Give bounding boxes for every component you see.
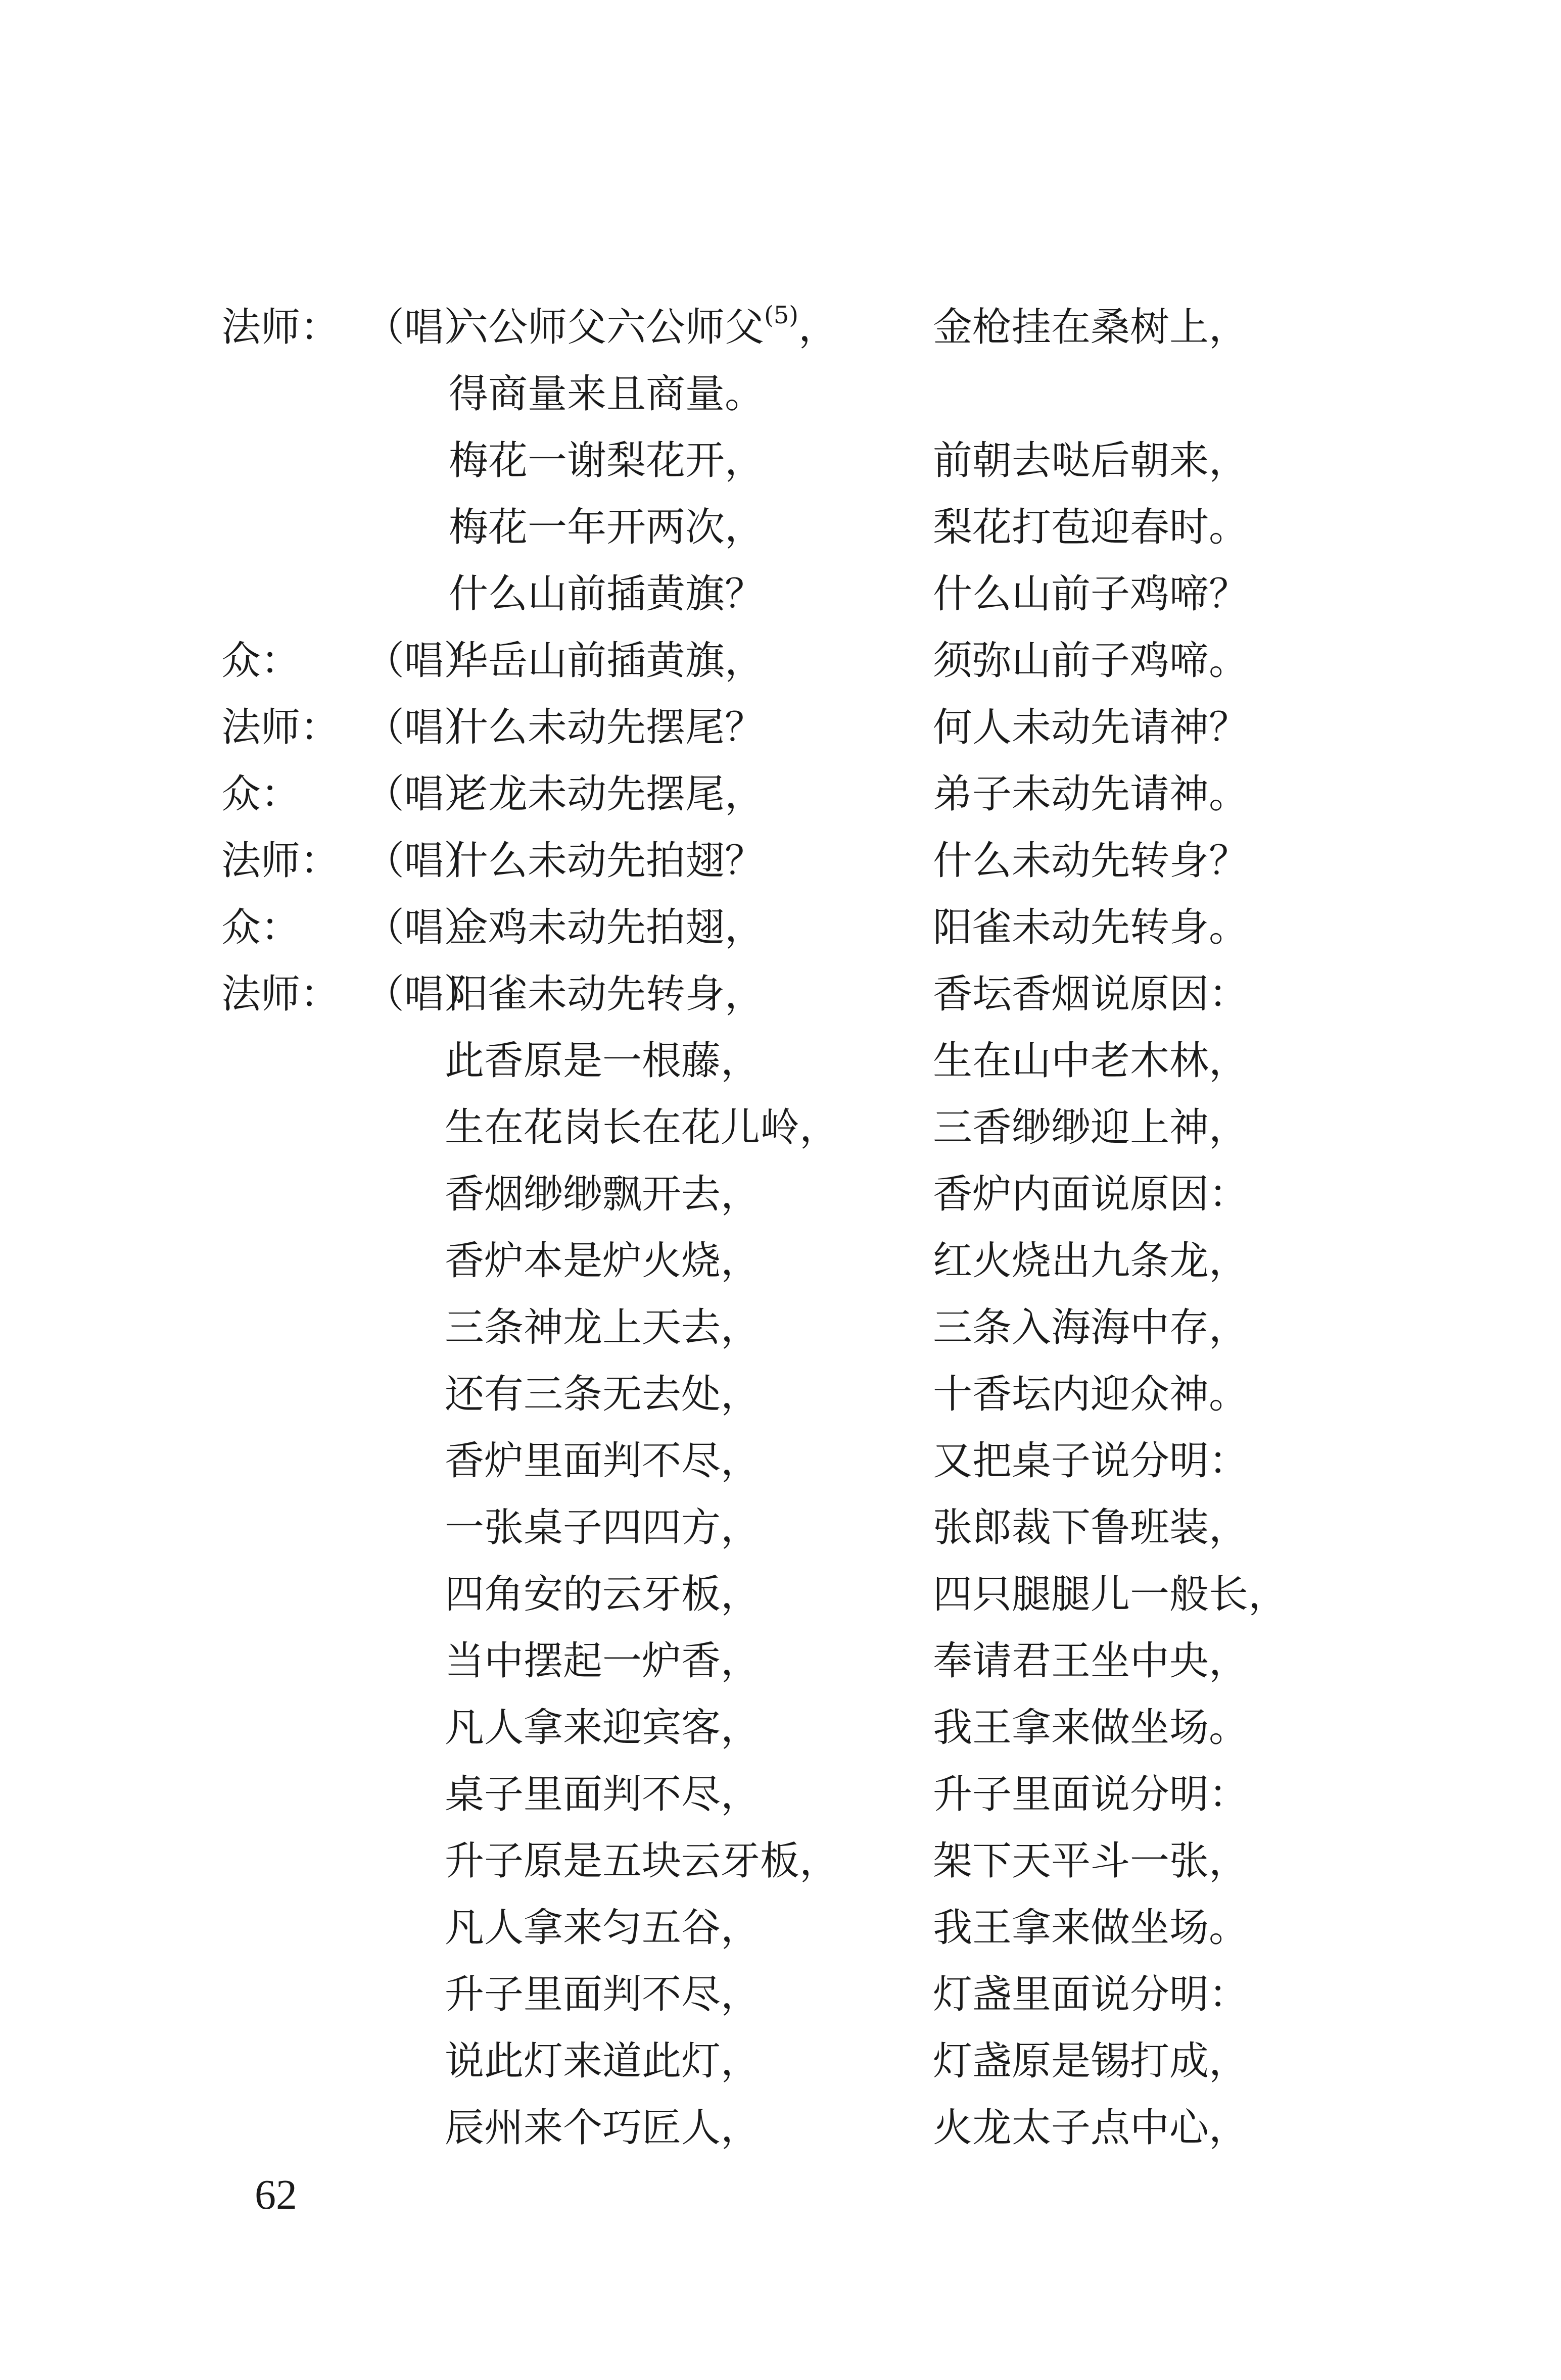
verse-left-punctuation: ， (798, 305, 838, 350)
footnote-marker: (5) (764, 301, 799, 329)
verse-right: 奉请君王坐中央， (933, 1638, 1249, 1684)
mode-label: （唱） (365, 705, 484, 750)
verse-left: 一张桌子四四方， (445, 1505, 761, 1550)
text-line (0, 561, 1561, 627)
text-line (0, 2028, 1561, 2095)
verse-right: 梨花打苞迎春时。 (933, 505, 1249, 550)
text-line (0, 2095, 1561, 2161)
text-line (0, 1161, 1561, 1228)
verse-right: 四只腿腿儿一般长， (933, 1572, 1288, 1617)
verse-left: 香炉里面判不尽， (445, 1438, 761, 1484)
verse-right: 什么未动先转身？ (933, 838, 1249, 884)
text-line (0, 828, 1561, 894)
text-line (0, 1895, 1561, 1961)
text-line (0, 627, 1561, 694)
verse-right: 我王拿来做坐场。 (933, 1905, 1249, 1951)
mode-label: （唱） (365, 905, 484, 950)
verse-left: 桌子里面判不尽， (445, 1772, 761, 1817)
verse-right: 三香缈缈迎上神， (933, 1105, 1249, 1150)
verse-left: 华岳山前插黄旗， (449, 638, 765, 684)
verse-left: 三条神龙上天去， (445, 1305, 761, 1350)
verse-left: 说此灯来道此灯， (445, 2038, 761, 2084)
verse-right: 火龙太子点中心， (933, 2105, 1249, 2151)
verse-right: 生在山中老木林， (933, 1038, 1249, 1084)
verse-right: 升子里面说分明： (933, 1772, 1249, 1817)
verse-left (449, 294, 838, 361)
verse-left: 升子原是五块云牙板， (445, 1838, 839, 1884)
text-line (0, 1761, 1561, 1828)
text-line (0, 694, 1561, 761)
verse-left: 什么未动先拍翅？ (449, 838, 765, 884)
verse-left: 香烟缈缈飘开去， (445, 1172, 761, 1217)
verse-left-text: 六公师父六公师父 (449, 305, 765, 350)
mode-label: （唱） (365, 305, 484, 350)
verse-left: 梅花一谢梨花开， (449, 438, 765, 483)
speaker-label: 众： (221, 771, 301, 817)
text-line (0, 894, 1561, 961)
verse-left: 香炉本是炉火烧， (445, 1238, 761, 1284)
speaker-label: 法师： (221, 305, 340, 350)
verse-right: 金枪挂在桑树上， (933, 305, 1249, 350)
text-line (0, 761, 1561, 828)
verse-right: 三条入海海中存， (933, 1305, 1249, 1350)
text-line (0, 1561, 1561, 1628)
verse-left: 此香原是一根藤， (445, 1038, 761, 1084)
mode-label: （唱） (365, 838, 484, 884)
text-line (0, 1828, 1561, 1895)
text-line (0, 1628, 1561, 1694)
verse-right: 什么山前子鸡啼？ (933, 571, 1249, 617)
verse-left: 四角安的云牙板， (445, 1572, 761, 1617)
speaker-label: 法师： (221, 972, 340, 1017)
verse-right: 张郎裁下鲁班装， (933, 1505, 1249, 1550)
verse-left: 生在花岗长在花儿岭， (445, 1105, 839, 1150)
text-line (0, 1961, 1561, 2028)
mode-label: （唱） (365, 638, 484, 684)
verse-left: 还有三条无去处， (445, 1372, 761, 1417)
page-number: 62 (255, 2171, 297, 2218)
verse-left: 阳雀未动先转身， (449, 972, 765, 1017)
verse-right: 红火烧出九条龙， (933, 1238, 1249, 1284)
verse-left: 升子里面判不尽， (445, 1972, 761, 2017)
verse-right: 弟子未动先请神。 (933, 771, 1249, 817)
text-line (0, 1028, 1561, 1094)
verse-right: 十香坛内迎众神。 (933, 1372, 1249, 1417)
verse-left: 凡人拿来匀五谷， (445, 1905, 761, 1951)
text-line (0, 1294, 1561, 1361)
verse-left: 辰州来个巧匠人， (445, 2105, 761, 2151)
verse-left: 金鸡未动先拍翅， (449, 905, 765, 950)
text-line (0, 1094, 1561, 1161)
text-line (0, 494, 1561, 561)
verse-right: 灯盏原是锡打成， (933, 2038, 1249, 2084)
verse-left: 凡人拿来迎宾客， (445, 1705, 761, 1751)
speaker-label: 法师： (221, 705, 340, 750)
speaker-label: 众： (221, 638, 301, 684)
text-line (0, 1428, 1561, 1494)
mode-label: （唱） (365, 972, 484, 1017)
verse-left: 老龙未动先摆尾， (449, 771, 765, 817)
speaker-label: 众： (221, 905, 301, 950)
verse-left: 梅花一年开两次， (449, 505, 765, 550)
text-line (0, 294, 1561, 361)
verse-left: 什么未动先摆尾？ (449, 705, 765, 750)
text-line (0, 1228, 1561, 1294)
verse-right: 架下天平斗一张， (933, 1838, 1249, 1884)
verse-right: 又把桌子说分明： (933, 1438, 1249, 1484)
text-line (0, 427, 1561, 494)
verse-left: 什么山前插黄旗？ (449, 571, 765, 617)
text-line (0, 361, 1561, 427)
verse-right: 须弥山前子鸡啼。 (933, 638, 1249, 684)
text-line (0, 1694, 1561, 1761)
mode-label: （唱） (365, 771, 484, 817)
text-line (0, 1361, 1561, 1428)
verse-right: 前朝去哒后朝来， (933, 438, 1249, 483)
verse-right: 何人未动先请神？ (933, 705, 1249, 750)
verse-right: 香炉内面说原因： (933, 1172, 1249, 1217)
verse-right: 我王拿来做坐场。 (933, 1705, 1249, 1751)
text-line (0, 961, 1561, 1028)
verse-right: 灯盏里面说分明： (933, 1972, 1249, 2017)
verse-left: 得商量来且商量。 (449, 371, 765, 417)
verse-right: 阳雀未动先转身。 (933, 905, 1249, 950)
speaker-label: 法师： (221, 838, 340, 884)
verse-left: 当中摆起一炉香， (445, 1638, 761, 1684)
verse-right: 香坛香烟说原因： (933, 972, 1249, 1017)
text-line (0, 1494, 1561, 1561)
